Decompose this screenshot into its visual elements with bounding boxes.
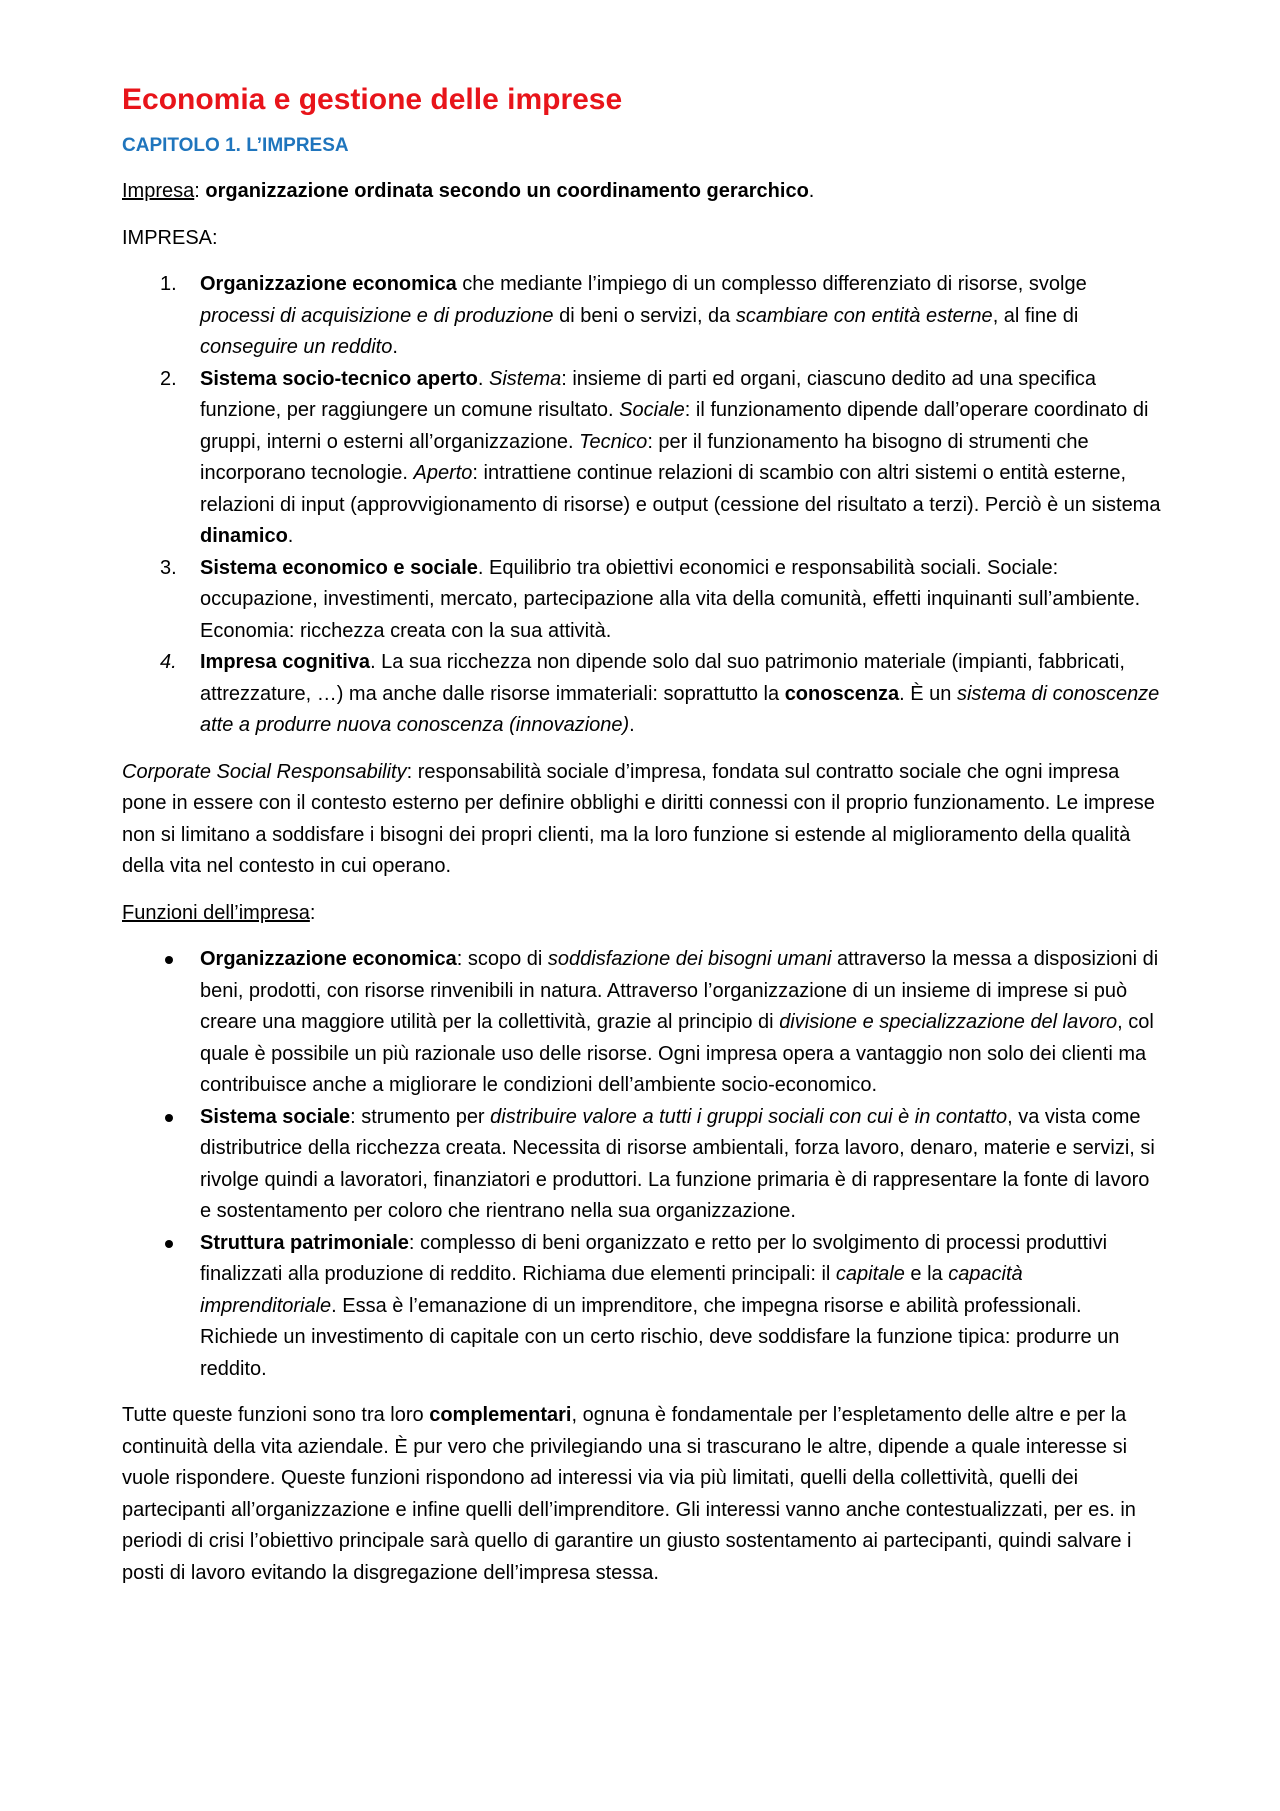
list-number: 1. bbox=[160, 273, 177, 295]
funzioni-bullet-list bbox=[122, 944, 1162, 1385]
bullet-icon bbox=[165, 1114, 173, 1122]
definition-term: Impresa bbox=[122, 180, 195, 202]
funzioni-heading: Funzioni dell’impresa: bbox=[122, 901, 316, 924]
list-number: 2. bbox=[160, 367, 177, 390]
list-item: 2. Sistema socio-tecnico aperto. Sistema: insieme di parti ed organi, ciascuno dedito ad una specifica funzione, per raggiungere un comune risultato. Sociale: il funzionamento dipende dall’operare coordinato di gruppi, interni o esterni all’organizzazione. Tecnico: per il funzionamento ha bisogno di strumenti che incorporano tecnologie. Aperto: intrattiene continue relazioni di scambio con altri sistemi o entità esterne, relazioni di input (approvvigionamento di risorse) e output (cessione del risultato a terzi). Perciò è un sistema dinamico. bbox=[122, 364, 1162, 553]
bullet-icon bbox=[165, 1240, 173, 1248]
definition-text: organizzazione ordinata secondo un coordinamento gerarchico bbox=[205, 180, 809, 202]
conclusion-paragraph: Tutte queste funzioni sono tra loro complementari, ognuna è fondamentale per l’espletamento delle altre e per la continuità della vita aziendale. È pur vero che privilegiando una si trascurano le altre, dipende a quale interesse si vuole rispondere. Queste funzioni rispondono ad interessi via via più limitati, quelli della collettività, quelli dei partecipanti all’organizzazione e infine quelli dell’imprenditore. Gli interessi vanno anche contestualizzati, per es. in periodi di crisi l’obiettivo principale sarà quello di garantire un giusto sostentamento ai partecipanti, quindi salvare i posti di lavoro evitando la disgregazione dell’impresa stessa. bbox=[122, 1404, 1136, 1584]
impresa-heading: IMPRESA: bbox=[122, 226, 218, 249]
list-number: 3. bbox=[160, 556, 177, 579]
list-item: Sistema sociale: strumento per distribuire valore a tutti i gruppi sociali con cui è in contatto, va vista come distributrice della ricchezza creata. Necessita di risorse ambientali, forza lavoro, denaro, materie e servizi, si rivolge quindi a lavoratori, finanziatori e produttori. La funzione primaria è di rappresentare la fonte di lavoro e sostentamento per coloro che rientrano nella sua organizzazione. bbox=[122, 1102, 1162, 1228]
bullet-icon bbox=[165, 956, 173, 964]
list-item: 3. Sistema economico e sociale. Equilibrio tra obiettivi economici e responsabilità sociali. Sociale: occupazione, investimenti, mercato, partecipazione alla vita della comunità, effetti inquinanti sull’ambiente. Economia: ricchezza creata con la sua attività. bbox=[122, 553, 1162, 648]
list-item: Struttura patrimoniale: complesso di beni organizzato e retto per lo svolgimento di processi produttivi finalizzati alla produzione di reddito. Richiama due elementi principali: il capitale e la capacità imprenditoriale. Essa è l’emanazione di un imprenditore, che impegna risorse e abilità professionali. Richiede un investimento di capitale con un certo rischio, deve soddisfare la funzione tipica: produrre un reddito. bbox=[122, 1228, 1162, 1386]
list-item: 1. Organizzazione economica che mediante l’impiego di un complesso differenziato di risorse, svolge processi di acquisizione e di produzione di beni o servizi, da scambiare con entità esterne, al fine di conseguire un reddito. bbox=[122, 269, 1162, 364]
list-item: 4. Impresa cognitiva. La sua ricchezza non dipende solo dal suo patrimonio materiale (impianti, fabbricati, attrezzature, …) ma anche dalle risorse immateriali: soprattutto la conoscenza. È un sistema di conoscenze atte a produrre nuova conoscenza (innovazione). bbox=[122, 647, 1162, 742]
csr-paragraph: Corporate Social Responsability: responsabilità sociale d’impresa, fondata sul contratto sociale che ogni impresa pone in essere con il contesto esterno per definire obblighi e diritti connessi con il proprio funzionamento. Le imprese non si limitano a soddisfare i bisogni dei propri clienti, ma la loro funzione si estende al miglioramento della qualità della vita nel contesto in cui operano. bbox=[122, 760, 1155, 877]
chapter-heading: CAPITOLO 1. L’IMPRESA bbox=[122, 135, 349, 156]
list-number: 4. bbox=[160, 651, 177, 673]
definition-paragraph: Impresa: organizzazione ordinata secondo un coordinamento gerarchico. bbox=[122, 180, 815, 202]
impresa-numbered-list bbox=[122, 269, 1162, 742]
list-item: Organizzazione economica: scopo di soddisfazione dei bisogni umani attraverso la messa a disposizioni di beni, prodotti, con risorse rinvenibili in natura. Attraverso l’organizzazione di un insieme di imprese si può creare una maggiore utilità per la collettività, grazie al principio di divisione e specializzazione del lavoro, col quale è possibile un più razionale uso delle risorse. Ogni impresa opera a vantaggio non solo dei clienti ma contribuisce anche a migliorare le condizioni dell’ambiente socio-economico. bbox=[122, 944, 1162, 1102]
document-title: Economia e gestione delle imprese bbox=[122, 83, 623, 116]
